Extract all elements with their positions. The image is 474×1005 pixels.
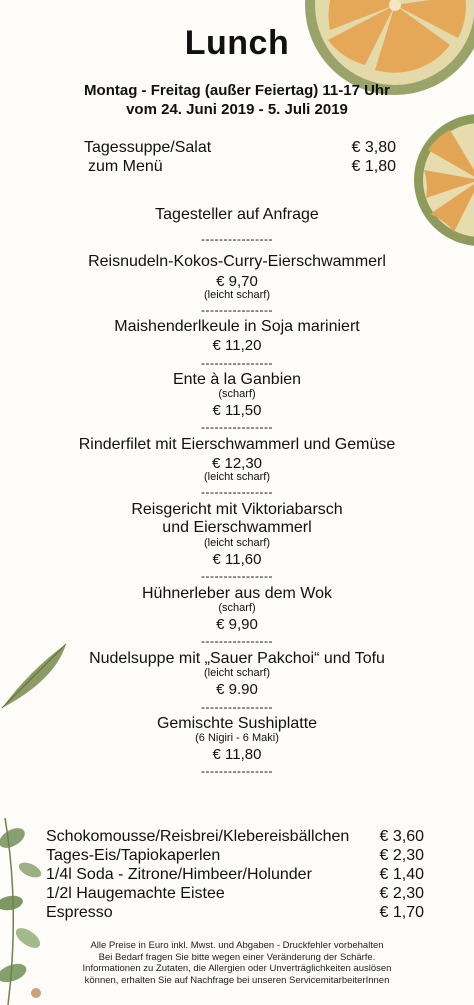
separator: ---------------- <box>201 569 273 583</box>
dried-lime-side-icon <box>410 110 474 250</box>
footer-line: können, erhalten Sie auf Nachfrage bei unseren ServicemitarbeiterInnen <box>84 974 390 986</box>
dish-name: und Eierschwammerl <box>162 519 312 536</box>
separator: ---------------- <box>201 356 273 370</box>
separator: ---------------- <box>201 485 273 499</box>
separator: ---------------- <box>201 634 273 648</box>
menu-title: Lunch <box>184 24 290 62</box>
dish-name: Gemischte Sushiplatte <box>156 715 318 732</box>
footer-line: Alle Preise in Euro inkl. Mwst. und Abgaben - Druckfehler vorbehalten <box>90 940 384 951</box>
dish-name: Reisgericht mit Viktoriabarsch <box>131 501 343 518</box>
dessert-price: € 2,30 <box>379 847 424 864</box>
opening-hours: Montag - Freitag (außer Feiertag) 11-17 Uhr <box>84 82 390 99</box>
menu-price: € 1,80 <box>351 158 396 175</box>
dish-price: € 11,50 <box>212 402 262 419</box>
drink-name: 1/4l Soda - Zitrone/Himbeer/Holunder <box>46 866 312 883</box>
dessert-name: Tages-Eis/Tapiokaperlen <box>46 847 221 864</box>
dish-note: (leicht scharf) <box>203 667 271 679</box>
dish-price: € 11,60 <box>212 551 262 568</box>
footer-notes <box>60 940 414 986</box>
dish-price: € 11,80 <box>212 746 262 763</box>
dish-price: € 9,70 <box>216 273 258 290</box>
dish-name: Reisnudeln-Kokos-Curry-Eierschwammerl <box>88 253 386 270</box>
dish-note: (leicht scharf) <box>203 289 271 301</box>
dish-note: (leicht scharf) <box>203 537 271 549</box>
dish-note: (6 Nigiri - 6 Maki) <box>195 732 279 744</box>
dish-price: € 12,30 <box>211 455 263 472</box>
dish-name: Ente à la Ganbien <box>172 371 302 388</box>
dessert-price: € 3,60 <box>379 828 424 845</box>
drink-name: 1/2l Haugemachte Eistee <box>46 885 225 902</box>
footer-line: Informationen zu Zutaten, die Allergien oder Unverträglichkeiten auslösen <box>82 963 392 974</box>
separator: ---------------- <box>201 232 273 246</box>
dish-name: Hühnerleber aus dem Wok <box>141 585 333 602</box>
drink-price: € 1,40 <box>379 866 424 883</box>
dessert-name: Schokomousse/Reisbrei/Klebereisbällchen <box>46 828 350 845</box>
dish-name: Maishenderlkeule in Soja mariniert <box>114 318 360 335</box>
dish-price: € 9.90 <box>216 681 258 698</box>
footer-line: Bei Bedarf fragen Sie bitte wegen einer Veränderung der Schärfe. <box>98 951 376 963</box>
dish-price: € 9,90 <box>216 616 258 633</box>
drink-price: € 2,30 <box>379 885 424 902</box>
dish-name: Nudelsuppe mit „Sauer Pakchoi“ und Tofu <box>89 650 385 667</box>
dish-note: (scharf) <box>218 388 256 400</box>
dish-name: Rinderfilet mit Eierschwammerl und Gemüse <box>78 436 396 453</box>
dish-note: (scharf) <box>218 602 256 614</box>
herb-bottom-left-icon <box>0 808 50 1005</box>
separator: ---------------- <box>201 764 273 778</box>
drink-name: Espresso <box>46 904 113 921</box>
soup-price: € 3,80 <box>351 139 396 156</box>
soup-label: Tagessuppe/Salat <box>84 139 212 156</box>
separator: ---------------- <box>201 303 273 317</box>
dish-note: (leicht scharf) <box>203 471 271 483</box>
separator: ---------------- <box>201 700 273 714</box>
separator: ---------------- <box>201 420 273 434</box>
date-range: vom 24. Juni 2019 - 5. Juli 2019 <box>126 101 348 118</box>
tagesteller-note: Tagesteller auf Anfrage <box>155 206 319 223</box>
dish-price: € 11,20 <box>212 337 262 354</box>
drink-price: € 1,70 <box>379 904 424 921</box>
menu-label: zum Menü <box>88 158 163 175</box>
